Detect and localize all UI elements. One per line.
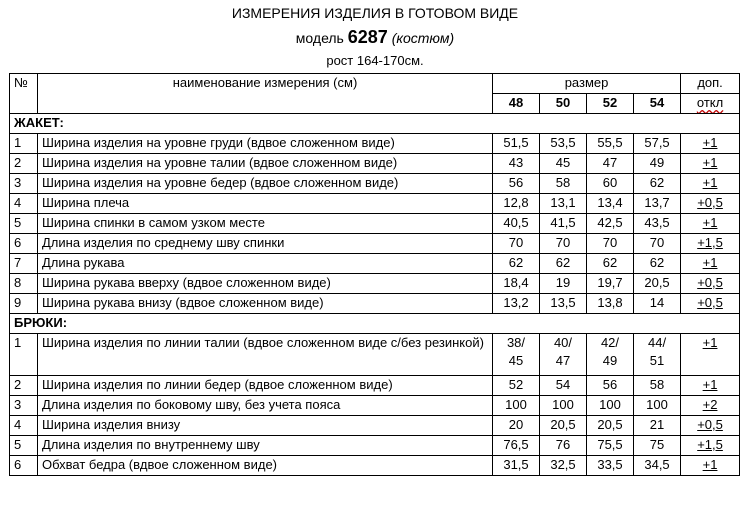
cell-tolerance [681,416,740,436]
cell-52-line-2: 49 [602,353,618,368]
size-52-header: 52 [587,94,634,114]
cell-54: 62 [634,254,681,274]
row-number: 5 [10,436,38,456]
row-name: Ширина изделия на уровне талии (вдвое сложенном виде) [38,154,493,174]
table-row [10,436,740,456]
cell-tolerance [681,436,740,456]
tolerance-value: +0,5 [697,295,723,310]
tol-header-top: доп. [681,74,740,94]
model-number: 6287 [347,27,388,47]
table-row [10,214,740,234]
cell-52: 33,5 [587,456,634,476]
row-number: 6 [10,456,38,476]
cell-48: 100 [493,396,540,416]
cell-48: 20 [493,416,540,436]
cell-50: 76 [540,436,587,456]
cell-52: 56 [587,376,634,396]
row-number: 2 [10,376,38,396]
tol-header-bottom-text: откл [696,95,724,110]
measurements-table [9,73,740,476]
cell-48: 13,2 [493,294,540,314]
cell-48: 12,8 [493,194,540,214]
cell-54 [634,334,681,376]
section-row-trousers [10,314,740,334]
cell-50: 54 [540,376,587,396]
cell-54: 70 [634,234,681,254]
col-no-header: № [10,74,38,114]
row-name: Ширина изделия на уровне бедер (вдвое сложенном виде) [38,174,493,194]
cell-tolerance [681,396,740,416]
tolerance-value: +1 [702,155,718,170]
cell-tolerance [681,274,740,294]
row-number: 4 [10,416,38,436]
cell-48: 40,5 [493,214,540,234]
cell-50: 13,1 [540,194,587,214]
cell-tolerance [681,234,740,254]
cell-48: 43 [493,154,540,174]
section-title-trousers: БРЮКИ: [10,314,740,334]
tolerance-value: +0,5 [697,275,723,290]
cell-54: 58 [634,376,681,396]
height-range: рост 164-170см. [326,53,424,68]
cell-54: 20,5 [634,274,681,294]
cell-48: 52 [493,376,540,396]
table-row [10,194,740,214]
cell-54-line-2: 51 [649,353,665,368]
tol-header-bottom [681,94,740,114]
row-number: 3 [10,174,38,194]
size-54-header: 54 [634,94,681,114]
cell-tolerance [681,254,740,274]
row-number: 5 [10,214,38,234]
row-number: 1 [10,334,38,376]
cell-52-line-1: 42/ [600,335,620,350]
cell-52: 19,7 [587,274,634,294]
row-number: 4 [10,194,38,214]
row-number: 9 [10,294,38,314]
cell-52: 47 [587,154,634,174]
tolerance-value: +1 [702,457,718,472]
cell-48: 51,5 [493,134,540,154]
tolerance-value: +2 [702,397,718,412]
cell-tolerance [681,456,740,476]
row-name: Ширина изделия внизу [38,416,493,436]
table-row [10,134,740,154]
table-row [10,154,740,174]
cell-48: 62 [493,254,540,274]
table-row [10,456,740,476]
cell-52: 100 [587,396,634,416]
cell-52: 42,5 [587,214,634,234]
size-group-header: размер [493,74,681,94]
cell-tolerance [681,134,740,154]
tolerance-value: +1 [702,377,718,392]
cell-54: 100 [634,396,681,416]
row-number: 6 [10,234,38,254]
tolerance-value: +1 [702,255,718,270]
cell-52 [587,334,634,376]
row-name: Длина рукава [38,254,493,274]
tolerance-value: +0,5 [697,195,723,210]
size-48-header: 48 [493,94,540,114]
table-row [10,254,740,274]
section-row-jacket [10,114,740,134]
cell-tolerance [681,214,740,234]
cell-54-line-1: 44/ [647,335,667,350]
cell-48: 56 [493,174,540,194]
table-row [10,396,740,416]
cell-54: 13,7 [634,194,681,214]
model-line [0,27,750,48]
cell-54: 21 [634,416,681,436]
size-50-header: 50 [540,94,587,114]
cell-48: 76,5 [493,436,540,456]
tolerance-value: +1 [702,175,718,190]
cell-52: 13,8 [587,294,634,314]
cell-50: 70 [540,234,587,254]
cell-50: 13,5 [540,294,587,314]
row-name: Длина изделия по боковому шву, без учета пояса [38,396,493,416]
tolerance-value: +1 [702,135,718,150]
tolerance-value: +1 [702,335,718,350]
row-number: 8 [10,274,38,294]
table-row [10,174,740,194]
cell-tolerance [681,376,740,396]
cell-48: 70 [493,234,540,254]
model-type: (костюм) [391,30,455,46]
cell-tolerance [681,154,740,174]
cell-50: 100 [540,396,587,416]
section-title-jacket: ЖАКЕТ: [10,114,740,134]
cell-48 [493,334,540,376]
cell-54: 75 [634,436,681,456]
tolerance-value: +1 [702,215,718,230]
cell-48: 18,4 [493,274,540,294]
row-name: Длина изделия по среднему шву спинки [38,234,493,254]
row-name: Ширина спинки в самом узком месте [38,214,493,234]
cell-50: 20,5 [540,416,587,436]
cell-52: 75,5 [587,436,634,456]
cell-48: 31,5 [493,456,540,476]
cell-50-line-1: 40/ [553,335,573,350]
cell-52: 70 [587,234,634,254]
row-name: Длина изделия по внутреннему шву [38,436,493,456]
cell-50: 58 [540,174,587,194]
cell-54: 43,5 [634,214,681,234]
cell-50: 32,5 [540,456,587,476]
cell-tolerance [681,194,740,214]
cell-52: 20,5 [587,416,634,436]
cell-tolerance [681,294,740,314]
table-row [10,234,740,254]
cell-54: 57,5 [634,134,681,154]
cell-tolerance [681,334,740,376]
row-name: Ширина рукава внизу (вдвое сложенном виде) [38,294,493,314]
cell-52: 13,4 [587,194,634,214]
row-name: Ширина изделия на уровне груди (вдвое сложенном виде) [38,134,493,154]
row-name: Ширина рукава вверху (вдвое сложенном виде) [38,274,493,294]
row-name: Ширина изделия по линии бедер (вдвое сложенном виде) [38,376,493,396]
table-row [10,416,740,436]
table-row [10,274,740,294]
cell-50-line-2: 47 [555,353,571,368]
model-prefix: модель [295,30,344,46]
cell-54: 62 [634,174,681,194]
cell-50: 41,5 [540,214,587,234]
cell-48-line-2: 45 [508,353,524,368]
cell-50 [540,334,587,376]
row-number: 1 [10,134,38,154]
cell-54: 49 [634,154,681,174]
cell-52: 55,5 [587,134,634,154]
row-name: Ширина плеча [38,194,493,214]
cell-50: 53,5 [540,134,587,154]
cell-54: 14 [634,294,681,314]
header-row-1 [10,74,740,94]
row-name: Ширина изделия по линии талии (вдвое сложенном виде с/без резинкой) [38,334,493,376]
cell-tolerance [681,174,740,194]
cell-50: 45 [540,154,587,174]
cell-50: 19 [540,274,587,294]
tolerance-value: +1,5 [697,437,723,452]
row-name: Обхват бедра (вдвое сложенном виде) [38,456,493,476]
table-row [10,334,740,376]
col-name-header: наименование измерения (см) [38,74,493,114]
row-number: 7 [10,254,38,274]
cell-54: 34,5 [634,456,681,476]
table-row [10,376,740,396]
row-number: 2 [10,154,38,174]
cell-50: 62 [540,254,587,274]
table-row [10,294,740,314]
cell-52: 62 [587,254,634,274]
tolerance-value: +0,5 [697,417,723,432]
cell-48-line-1: 38/ [506,335,526,350]
document-title: ИЗМЕРЕНИЯ ИЗДЕЛИЯ В ГОТОВОМ ВИДЕ [231,5,519,21]
cell-52: 60 [587,174,634,194]
tolerance-value: +1,5 [697,235,723,250]
row-number: 3 [10,396,38,416]
